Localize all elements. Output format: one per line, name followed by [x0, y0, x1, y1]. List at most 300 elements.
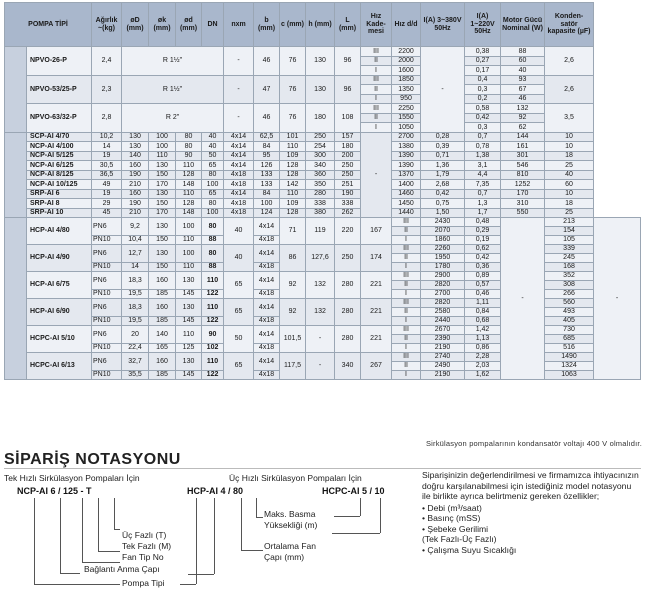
table-cell: -: [421, 47, 465, 133]
model-label: HCP-AI 6/75: [30, 281, 70, 289]
table-cell: 2580: [421, 308, 465, 317]
table-cell: 40: [545, 170, 594, 180]
table-cell: 157: [335, 132, 361, 142]
table-cell: 110: [176, 326, 202, 344]
table-cell: 250: [335, 161, 361, 171]
model-name: NCP-AI 4/100: [27, 142, 92, 152]
table-cell: I: [392, 236, 421, 245]
table-cell: 0,36: [465, 263, 501, 272]
model-name: NPVO-26-P: [27, 47, 92, 76]
table-cell: II: [392, 281, 421, 290]
table-cell: 250: [335, 170, 361, 180]
table-cell: 0,42: [421, 189, 465, 199]
table-cell: 167: [361, 218, 392, 245]
table-cell: I: [392, 317, 421, 326]
connector-line: [241, 550, 263, 551]
connector-line: [241, 498, 242, 550]
table-cell: -: [224, 104, 254, 133]
pressure-class: PN6: [92, 272, 122, 290]
table-cell: 47: [254, 75, 280, 104]
model-name: SCP-AI 4/70: [27, 132, 92, 142]
table-cell: 30,5: [92, 161, 122, 171]
table-cell: III: [361, 47, 392, 57]
table-row: [5, 326, 641, 335]
table-cell: 154: [545, 227, 594, 236]
table-cell: 122: [202, 317, 224, 326]
table-cell: 84: [254, 189, 280, 199]
table-cell: 730: [545, 326, 594, 335]
table-cell: 4x14: [254, 272, 280, 290]
table-cell: I: [392, 263, 421, 272]
table-cell: 76: [280, 75, 306, 104]
table-cell: 71: [280, 218, 306, 245]
table-cell: 2,4: [92, 47, 122, 76]
table-cell: 110: [176, 236, 202, 245]
table-cell: R 1½": [122, 75, 224, 104]
table-cell: 80: [202, 199, 224, 209]
table-cell: 25: [545, 161, 594, 171]
table-cell: 250: [335, 245, 361, 272]
table-cell: 2070: [421, 227, 465, 236]
table-cell: 0,57: [465, 281, 501, 290]
table-row: [5, 199, 641, 209]
table-cell: 100: [149, 142, 176, 152]
table-cell: 245: [545, 254, 594, 263]
table-cell: 65: [224, 353, 254, 380]
connector-line: [360, 498, 361, 516]
table-cell: 65: [202, 161, 224, 171]
table-cell: 0,89: [465, 272, 501, 281]
table-cell: 4x14: [254, 353, 280, 371]
table-cell: 160: [149, 299, 176, 317]
label-three-phase: Üç Fazlı (T): [122, 530, 167, 540]
table-cell: 0,39: [421, 142, 465, 152]
table-cell: 40: [501, 66, 545, 76]
table-cell: 132: [501, 104, 545, 114]
table-cell: 165: [149, 344, 176, 353]
label-max-head: Maks. Basma: [264, 509, 316, 519]
model-name: [27, 326, 92, 353]
table-cell: 130: [122, 142, 149, 152]
label-fan-diameter: Ortalama Fan: [264, 541, 316, 551]
table-cell: 546: [501, 161, 545, 171]
table-cell: 0,17: [465, 66, 501, 76]
table-cell: 80: [176, 142, 202, 152]
table-cell: 220: [335, 218, 361, 245]
table-cell: 9,2: [122, 218, 149, 236]
table-cell: 95: [254, 151, 280, 161]
table-cell: III: [392, 245, 421, 254]
table-cell: III: [361, 75, 392, 85]
order-info: [422, 470, 642, 555]
table-cell: 7,35: [465, 180, 501, 190]
table-cell: 2740: [421, 353, 465, 362]
table-cell: 130: [306, 47, 335, 76]
table-cell: 45: [92, 208, 122, 218]
table-cell: 1063: [545, 371, 594, 380]
table-cell: II: [392, 362, 421, 371]
table-cell: 3,1: [465, 161, 501, 171]
table-cell: 148: [176, 180, 202, 190]
group-label: [5, 132, 27, 218]
table-cell: 144: [501, 132, 545, 142]
table-cell: 266: [545, 290, 594, 299]
table-cell: 76: [280, 104, 306, 133]
model-label: HCPC-AI 5/10: [30, 335, 75, 343]
header-h: h (mm): [306, 3, 335, 47]
table-cell: 210: [122, 208, 149, 218]
table-cell: 109: [280, 199, 306, 209]
pressure-class: PN10: [92, 290, 122, 299]
table-cell: 110: [280, 189, 306, 199]
table-cell: 1,79: [421, 170, 465, 180]
table-cell: R 2": [122, 104, 224, 133]
table-cell: 168: [545, 263, 594, 272]
table-cell: 1252: [501, 180, 545, 190]
model-name: [27, 353, 92, 380]
list-item: • Basınç (mSS): [422, 513, 481, 523]
list-item: • Şebeke Gerilimi: [422, 523, 489, 534]
table-cell: 14: [122, 263, 149, 272]
table-cell: 110: [176, 263, 202, 272]
table-cell: 133: [254, 170, 280, 180]
table-row: [5, 245, 641, 254]
table-cell: 0,3: [465, 123, 501, 133]
table-cell: 128: [176, 170, 202, 180]
table-cell: 14: [92, 142, 122, 152]
table-cell: 4x14: [254, 218, 280, 236]
pressure-class: PN10: [92, 371, 122, 380]
table-cell: 2200: [392, 47, 421, 57]
table-cell: 190: [122, 170, 149, 180]
header-c: c (mm): [280, 3, 306, 47]
table-cell: 101,5: [280, 326, 306, 353]
table-cell: 102: [202, 344, 224, 353]
header-b: b (mm): [254, 3, 280, 47]
order-info-list: [422, 503, 642, 556]
table-row: [5, 151, 641, 161]
table-cell: 310: [501, 199, 545, 209]
table-cell: 90: [176, 151, 202, 161]
table-cell: 119: [306, 218, 335, 245]
table-cell: 60: [501, 56, 545, 66]
table-cell: 516: [545, 344, 594, 353]
table-cell: 130: [149, 189, 176, 199]
table-cell: 170: [149, 180, 176, 190]
table-cell: 1400: [392, 180, 421, 190]
table-cell: 110: [176, 161, 202, 171]
table-cell: 100: [202, 208, 224, 218]
connector-line: [98, 551, 120, 552]
table-cell: 1380: [392, 142, 421, 152]
table-cell: 190: [335, 189, 361, 199]
table-cell: -: [306, 326, 335, 353]
table-cell: 160: [122, 161, 149, 171]
table-cell: 280: [335, 272, 361, 299]
table-cell: 49: [92, 180, 122, 190]
model-label: HCP-AI 4/80: [30, 227, 70, 235]
section-title: SİPARİŞ NOTASYONU: [4, 451, 181, 468]
table-cell: 0,27: [465, 56, 501, 66]
label-pump-type: Pompa Tipi: [122, 578, 165, 588]
connector-line: [180, 584, 196, 585]
connector-line: [196, 498, 197, 584]
table-cell: 221: [361, 299, 392, 326]
table-cell: 0,46: [465, 290, 501, 299]
table-cell: 2,3: [92, 75, 122, 104]
header-od: øD (mm): [122, 3, 149, 47]
table-cell: 29: [92, 199, 122, 209]
table-cell: 36,5: [92, 170, 122, 180]
table-cell: 160: [149, 272, 176, 290]
model-name: NPVO-53/25-P: [27, 75, 92, 104]
table-cell: 62: [501, 123, 545, 133]
pressure-class: PN10: [92, 344, 122, 353]
table-cell: 96: [335, 47, 361, 76]
list-item: (Tek Fazlı-Üç Fazlı): [422, 534, 497, 544]
table-cell: 80: [202, 245, 224, 263]
connector-line: [214, 498, 215, 574]
pressure-class: PN6: [92, 299, 122, 317]
table-cell: 2260: [421, 245, 465, 254]
table-cell: 213: [545, 218, 594, 227]
connector-line: [60, 498, 61, 573]
table-cell: 145: [176, 317, 202, 326]
model-name: [27, 245, 92, 272]
table-cell: 92: [280, 272, 306, 299]
table-cell: 1,38: [465, 151, 501, 161]
connector-line: [334, 516, 360, 517]
table-cell: 0,28: [421, 132, 465, 142]
table-cell: 130: [149, 218, 176, 236]
table-cell: III: [392, 353, 421, 362]
table-cell: 1600: [392, 66, 421, 76]
table-cell: 10: [545, 132, 594, 142]
table-cell: 80: [176, 132, 202, 142]
table-cell: 0,68: [465, 317, 501, 326]
table-cell: 2700: [421, 290, 465, 299]
pressure-class: PN6: [92, 218, 122, 236]
code-ncp: NCP-AI 6 / 125 - T: [17, 486, 92, 496]
pressure-class: PN6: [92, 245, 122, 263]
connector-line: [256, 517, 263, 518]
table-row: [5, 47, 641, 57]
table-cell: 2,6: [545, 75, 594, 104]
table-cell: 1,36: [421, 161, 465, 171]
table-row: [5, 299, 641, 308]
table-cell: 1,3: [465, 199, 501, 209]
table-cell: 280: [306, 189, 335, 199]
model-name: [27, 299, 92, 326]
table-cell: 130: [176, 353, 202, 371]
table-cell: 221: [361, 326, 392, 353]
table-cell: 0,4: [465, 75, 501, 85]
table-cell: 100: [202, 180, 224, 190]
table-cell: 122: [202, 371, 224, 380]
table-cell: 2,8: [92, 104, 122, 133]
table-cell: 0,7: [465, 132, 501, 142]
table-cell: -: [361, 132, 392, 218]
spec-table: [4, 2, 641, 380]
pressure-class: PN6: [92, 326, 122, 344]
table-cell: 338: [335, 199, 361, 209]
table-cell: II: [392, 308, 421, 317]
model-name: SRP-AI 6: [27, 189, 92, 199]
table-cell: 1450: [392, 199, 421, 209]
table-cell: 550: [501, 208, 545, 218]
connector-line: [114, 529, 120, 530]
table-cell: 1850: [392, 75, 421, 85]
table-cell: 2700: [392, 132, 421, 142]
table-cell: 1,7: [465, 208, 501, 218]
table-cell: 46: [501, 94, 545, 104]
table-cell: 1,50: [421, 208, 465, 218]
capacitor-note: Sirkülasyon pompalarının kondansatör voltajı 400 V olmalıdır.: [425, 439, 642, 448]
table-cell: 128: [280, 170, 306, 180]
table-cell: 1550: [392, 113, 421, 123]
table-cell: -: [594, 218, 641, 380]
table-cell: 0,7: [465, 189, 501, 199]
table-cell: 1860: [421, 236, 465, 245]
header-speed: Hız d/d: [392, 3, 421, 47]
table-cell: 340: [335, 353, 361, 380]
table-cell: 18,3: [122, 272, 149, 290]
header-current-3ph: I(A) 3~380V 50Hz: [421, 3, 465, 47]
pressure-class: PN6: [92, 353, 122, 371]
table-cell: -: [224, 47, 254, 76]
table-cell: 180: [306, 104, 335, 133]
label-connection-size: Bağlantı Anma Çapı: [84, 564, 160, 574]
table-cell: 67: [501, 85, 545, 95]
table-cell: 4x18: [254, 236, 280, 245]
table-cell: 4x18: [224, 180, 254, 190]
table-cell: 493: [545, 308, 594, 317]
table-cell: 0,29: [465, 227, 501, 236]
table-cell: 150: [149, 199, 176, 209]
model-name: NCP-AI 8/125: [27, 170, 92, 180]
table-cell: 1390: [392, 151, 421, 161]
table-cell: 110: [280, 142, 306, 152]
table-cell: II: [392, 254, 421, 263]
table-cell: 280: [335, 326, 361, 353]
table-cell: 360: [306, 170, 335, 180]
table-cell: 133: [254, 180, 280, 190]
connector-line: [256, 498, 257, 517]
table-cell: 4x14: [254, 245, 280, 263]
table-cell: 128: [280, 161, 306, 171]
table-cell: 4x18: [254, 317, 280, 326]
table-cell: 130: [122, 132, 149, 142]
table-cell: 4x18: [254, 344, 280, 353]
table-cell: 185: [149, 317, 176, 326]
table-cell: 210: [122, 180, 149, 190]
table-cell: 185: [149, 290, 176, 299]
table-cell: 0,75: [421, 199, 465, 209]
table-cell: 40: [224, 245, 254, 272]
table-cell: 301: [501, 151, 545, 161]
table-cell: 0,78: [465, 142, 501, 152]
table-cell: 170: [501, 189, 545, 199]
connector-line: [114, 498, 115, 529]
table-cell: 280: [335, 299, 361, 326]
table-cell: 88: [202, 263, 224, 272]
table-row: [5, 180, 641, 190]
table-cell: 140: [122, 151, 149, 161]
table-cell: 80: [202, 170, 224, 180]
table-cell: 4x14: [224, 161, 254, 171]
table-cell: 148: [176, 208, 202, 218]
list-item: • Çalışma Suyu Sıcaklığı: [422, 544, 517, 555]
table-row: [5, 142, 641, 152]
table-cell: I: [392, 344, 421, 353]
table-cell: 62,5: [254, 132, 280, 142]
order-info-text: Siparişinizin değerlendirilmesi ve firmamızca ihtiyacınızın doğru karşılanabilmesi için istediğiniz model notasyonu ile birlikte ayrıca belirtmeniz gereken özellikler;: [422, 470, 639, 501]
table-cell: 19: [92, 189, 122, 199]
connector-line: [188, 574, 214, 575]
pressure-class: PN10: [92, 236, 122, 245]
table-cell: 2430: [421, 218, 465, 227]
table-cell: 4x14: [254, 299, 280, 317]
table-cell: 190: [122, 199, 149, 209]
table-cell: 4x18: [224, 170, 254, 180]
table-cell: 0,71: [421, 151, 465, 161]
table-cell: II: [361, 56, 392, 66]
table-cell: 180: [335, 142, 361, 152]
table-cell: 105: [545, 236, 594, 245]
model-name: NCP-AI 5/125: [27, 151, 92, 161]
table-cell: 380: [306, 208, 335, 218]
table-cell: 0,19: [465, 236, 501, 245]
table-cell: 251: [335, 180, 361, 190]
table-cell: 40: [202, 142, 224, 152]
table-cell: 2820: [421, 299, 465, 308]
table-cell: 130: [176, 272, 202, 290]
table-cell: 1,62: [465, 371, 501, 380]
table-cell: 1390: [392, 161, 421, 171]
header-ok: øk (mm): [149, 3, 176, 47]
table-cell: 142: [280, 180, 306, 190]
table-cell: 2190: [421, 344, 465, 353]
table-cell: 65: [224, 272, 254, 299]
table-cell: 18: [545, 151, 594, 161]
table-cell: 1,42: [465, 326, 501, 335]
model-label: HCP-AI 6/90: [30, 308, 70, 316]
table-cell: 1490: [545, 353, 594, 362]
table-cell: 92: [501, 113, 545, 123]
table-cell: 4,4: [465, 170, 501, 180]
table-cell: -: [224, 75, 254, 104]
table-cell: I: [392, 371, 421, 380]
table-cell: 127,6: [306, 245, 335, 272]
table-cell: 108: [335, 104, 361, 133]
table-cell: 20: [122, 326, 149, 344]
table-cell: 124: [254, 208, 280, 218]
table-cell: 110: [176, 189, 202, 199]
table-cell: 100: [176, 218, 202, 236]
table-cell: 1440: [392, 208, 421, 218]
table-cell: 19: [92, 151, 122, 161]
table-cell: 405: [545, 317, 594, 326]
model-label: HCP-AI 4/90: [30, 254, 70, 262]
table-cell: 0,3: [465, 85, 501, 95]
table-cell: 109: [280, 151, 306, 161]
table-cell: 93: [501, 75, 545, 85]
table-cell: 12,7: [122, 245, 149, 263]
table-cell: 0,48: [465, 218, 501, 227]
table-cell: 4x14: [224, 142, 254, 152]
table-cell: 101: [280, 132, 306, 142]
table-cell: 145: [176, 290, 202, 299]
